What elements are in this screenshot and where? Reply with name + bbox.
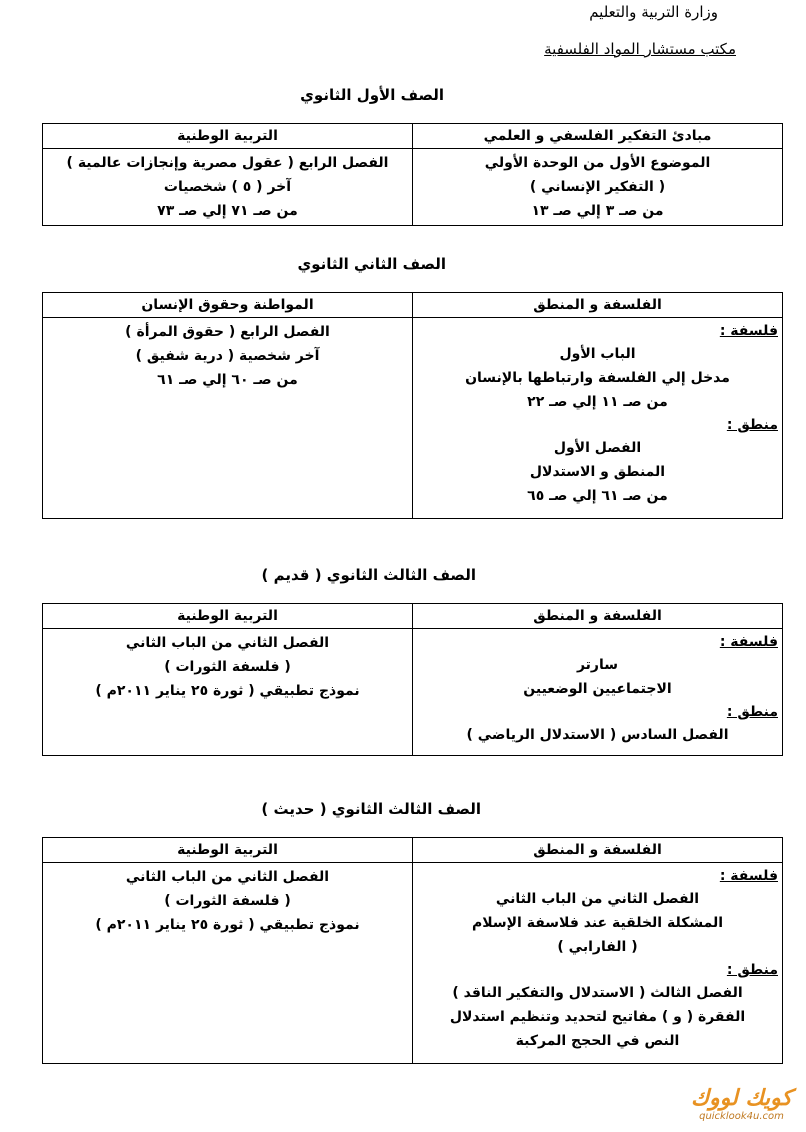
grade3-old-title: الصف الثالث الثانوي ( قديم ) <box>261 566 476 584</box>
grade3-new-left-head: التربية الوطنية <box>43 838 413 863</box>
grade2-logic-line: الفصل الأول <box>553 440 642 456</box>
grade3-old-right-head: الفلسفة و المنطق <box>413 604 783 629</box>
grade3-new-title: الصف الثالث الثانوي ( حديث ) <box>261 800 481 818</box>
grade1-left-head: التربية الوطنية <box>43 124 413 149</box>
philosophy-label: فلسفة : <box>719 634 778 650</box>
watermark-logo <box>691 1086 792 1122</box>
grade3-new-philosophy-line: ( الفارابي ) <box>557 939 638 955</box>
grade1-title: الصف الأول الثانوي <box>300 86 444 104</box>
grade3-old-left-cell <box>43 629 413 756</box>
logic-label: منطق : <box>726 417 778 433</box>
grade2-philosophy-line: الباب الأول <box>559 346 636 362</box>
grade3-new-left-line: ( فلسفة الثورات ) <box>164 893 291 909</box>
watermark-url: quicklook4u.com <box>699 1111 784 1122</box>
grade1-left-line: الفصل الرابع ( عقول مصرية وإنجازات عالمية ) <box>66 155 389 171</box>
office-name: مكتب مستشار المواد الفلسفية <box>544 40 736 58</box>
logic-label: منطق : <box>726 704 778 720</box>
grade1-right-cell <box>413 149 783 226</box>
grade1-left-line: آخر ( ٥ ) شخصيات <box>163 179 292 195</box>
grade3-old-right-cell <box>413 629 783 756</box>
grade2-left-line: الفصل الرابع ( حقوق المرأة ) <box>125 324 330 340</box>
grade2-left-line: آخر شخصية ( درية شفيق ) <box>135 348 320 364</box>
watermark-arabic: كويك لووك <box>691 1086 792 1111</box>
grade3-new-table <box>42 837 783 1064</box>
grade3-new-left-line: نموذج تطبيقي ( ثورة ٢٥ يناير ٢٠١١م ) <box>95 917 360 933</box>
ministry-name: وزارة التربية والتعليم <box>589 3 718 21</box>
grade2-right-head: الفلسفة و المنطق <box>413 293 783 318</box>
grade2-title: الصف الثاني الثانوي <box>297 255 446 273</box>
grade3-old-table <box>42 603 783 756</box>
grade3-old-logic-line: الفصل السادس ( الاستدلال الرياضي ) <box>466 727 729 743</box>
grade1-right-line: الموضوع الأول من الوحدة الأولي <box>484 155 711 171</box>
grade3-new-left-line: الفصل الثاني من الباب الثاني <box>125 869 330 885</box>
grade3-new-logic-line: النص في الحجج المركبة <box>515 1033 680 1049</box>
grade2-philosophy-line: مدخل إلي الفلسفة وارتباطها بالإنسان <box>465 370 730 386</box>
grade3-new-philosophy-line: الفصل الثاني من الباب الثاني <box>495 891 700 907</box>
grade3-old-philosophy-line: سارتر <box>576 657 619 673</box>
grade3-new-right-head: الفلسفة و المنطق <box>413 838 783 863</box>
grade2-philosophy-line: من صـ ١١ إلي صـ ٢٢ <box>527 394 668 410</box>
grade3-old-philosophy-line: الاجتماعيين الوضعيين <box>523 681 672 697</box>
grade1-left-line: من صـ ٧١ إلي صـ ٧٣ <box>157 203 298 219</box>
grade3-new-logic-line: الفقرة ( و ) مفاتيح لتحديد وتنظيم استدلال <box>449 1009 746 1025</box>
grade2-right-cell <box>413 318 783 519</box>
grade2-left-cell <box>43 318 413 519</box>
grade3-old-left-line: الفصل الثاني من الباب الثاني <box>125 635 330 651</box>
grade1-left-cell <box>43 149 413 226</box>
grade3-new-philosophy-line: المشكلة الخلقية عند فلاسفة الإسلام <box>471 915 724 931</box>
grade3-old-left-line: نموذج تطبيقي ( ثورة ٢٥ يناير ٢٠١١م ) <box>95 683 360 699</box>
logic-label: منطق : <box>726 962 778 978</box>
grade3-new-right-cell <box>413 863 783 1064</box>
philosophy-label: فلسفة : <box>719 323 778 339</box>
grade2-left-head: المواطنة وحقوق الإنسان <box>43 293 413 318</box>
philosophy-label: فلسفة : <box>719 868 778 884</box>
grade2-table <box>42 292 783 519</box>
grade2-logic-line: المنطق و الاستدلال <box>529 464 666 480</box>
grade3-new-left-cell <box>43 863 413 1064</box>
grade1-right-line: من صـ ٣ إلي صـ ١٣ <box>531 203 664 219</box>
grade1-right-line: ( التفكير الإنساني ) <box>529 179 666 195</box>
grade2-logic-line: من صـ ٦١ إلي صـ ٦٥ <box>527 488 668 504</box>
grade2-left-line: من صـ ٦٠ إلي صـ ٦١ <box>157 372 298 388</box>
grade1-right-head: مبادئ التفكير الفلسفي و العلمي <box>413 124 783 149</box>
grade3-new-logic-line: الفصل الثالث ( الاستدلال والتفكير الناقد ) <box>452 985 743 1001</box>
grade1-table <box>42 123 783 226</box>
grade3-old-left-line: ( فلسفة الثورات ) <box>164 659 291 675</box>
grade3-old-left-head: التربية الوطنية <box>43 604 413 629</box>
